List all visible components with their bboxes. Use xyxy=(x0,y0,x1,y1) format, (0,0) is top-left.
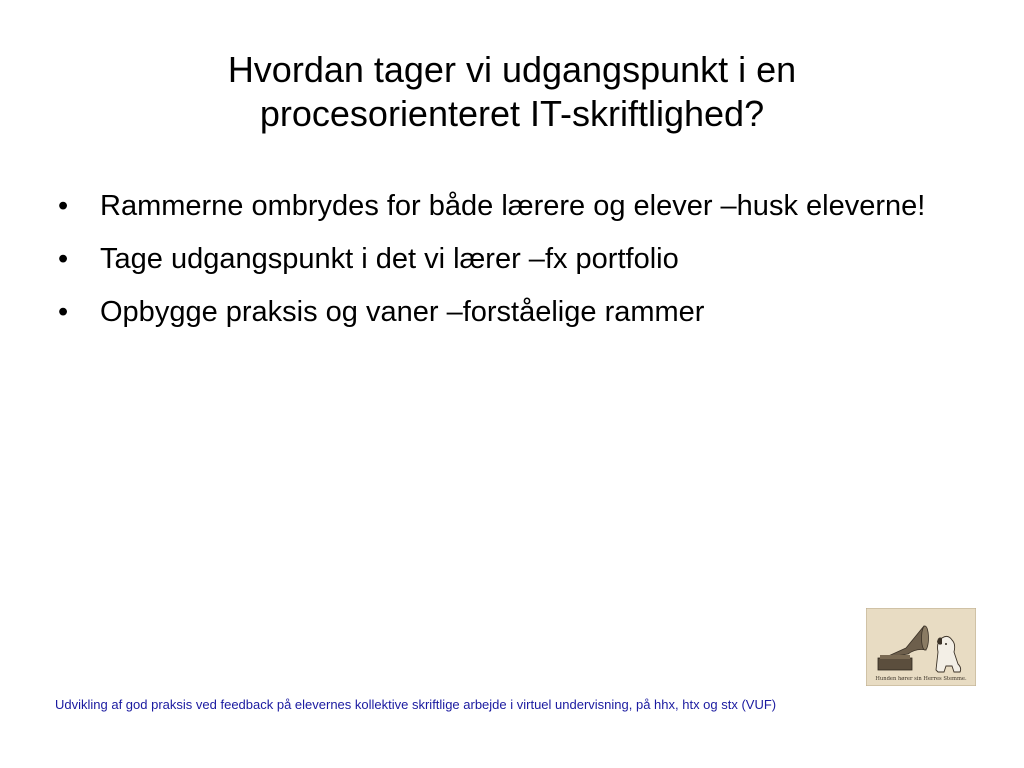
slide-title xyxy=(60,48,964,136)
bullet-dot-icon: • xyxy=(58,190,69,222)
bullet-text: Tage udgangspunkt i det vi lærer –fx portfolio xyxy=(100,243,679,275)
bullet-item xyxy=(58,294,958,331)
bullet-item xyxy=(58,241,958,278)
gramophone-dog-logo xyxy=(866,608,976,686)
bullet-item xyxy=(58,188,958,225)
bullet-dot-icon: • xyxy=(58,296,69,328)
logo-caption: Hunden hører sin Herres Stemme. xyxy=(875,676,967,682)
bullet-dot-icon: • xyxy=(58,243,69,275)
bullet-text: Rammerne ombrydes for både lærere og elever –husk eleverne! xyxy=(100,190,926,222)
bullet-text: Opbygge praksis og vaner –forståelige rammer xyxy=(100,296,705,328)
bullet-list xyxy=(58,188,958,347)
slide-title-line-2: procesorienteret IT-skriftlighed? xyxy=(259,93,765,134)
footer-text: Udvikling af god praksis ved feedback på elevernes kollektive skriftlige arbejde i virtuel undervisning, på hhx, htx og stx (VUF) xyxy=(55,697,777,712)
slide-title-line-1: Hvordan tager vi udgangspunkt i en xyxy=(227,49,797,90)
